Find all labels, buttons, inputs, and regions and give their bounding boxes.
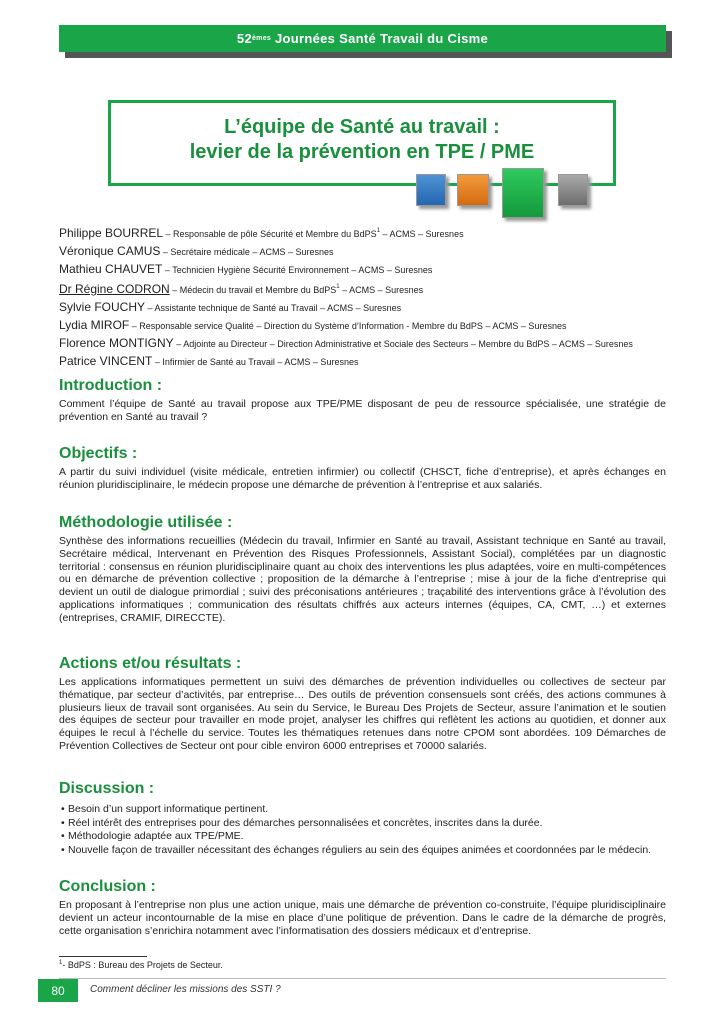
header-banner [59,25,666,52]
author-role: – Technicien Hygiène Sécurité Environnement – ACMS – Suresnes [162,265,433,275]
author-line [59,299,679,317]
author-list [59,223,679,371]
footnote [59,960,223,970]
list-item: • Méthodologie adaptée aux TPE/PME. [59,830,666,844]
author-role: – Médecin du travail et Membre du BdPS [169,285,337,295]
section-heading: Conclusion : [59,878,156,895]
section-text: Les applications informatiques permettent un suivi des démarches de prévention individuelles ou collectives de secteur par thématique, par secteur d’activités, par entreprise… Des outils de prévention consensuels sont créés, des actions communes à plusieurs lieux de travail sont organisées. Au sein du Service, le Bureau Des Projets de Secteur, assure l’animation et le soutien des équipes de secteur pour travailler en mode projet, analyser les chiffres qui reflètent les actions au quotidien, et donner aux équipes le recul à l’échelle du service. Toutes les thématiques retenues dans notre CPOM sont abordées. 109 Démarches de Prévention Collectives de Secteur ont pour cible environ 6000 entreprises et 70000 salariés. [59,676,666,752]
author-line [59,279,679,299]
footnote-number: 1 [59,960,63,966]
list-item: • Besoin d’un support informatique pertinent. [59,803,666,817]
author-name: Mathieu CHAUVET [59,262,163,276]
author-affiliation: – ACMS – Suresnes [380,229,464,239]
author-role: – Responsable de pôle Sécurité et Membre du BdPS [163,229,377,239]
author-role: – Adjointe au Directeur – Direction Administrative et Sociale des Secteurs – Membre du BdPS – ACMS – Suresnes [173,339,633,349]
author-line [59,353,679,371]
footnote-divider [59,956,147,957]
section-heading: Introduction : [59,377,163,394]
author-name: Sylvie FOUCHY [59,300,146,314]
section-introduction [59,376,666,424]
page-number: 80 [38,979,78,1002]
section-heading: Discussion : [59,780,155,797]
section-heading: Méthodologie utilisée : [59,514,233,531]
green-square-icon [502,168,544,218]
banner-title: Journées Santé Travail du Cisme [275,31,489,46]
author-name: Véronique CAMUS [59,244,161,258]
orange-square-icon [457,174,489,206]
footnote-text: - BdPS : Bureau des Projets de Secteur. [62,960,223,970]
author-name: Dr Régine CODRON [59,282,170,296]
author-name: Lydia MIROF [59,318,130,332]
author-name: Philippe BOURREL [59,226,164,240]
section-heading: Actions et/ou résultats : [59,655,242,672]
section-discussion [59,779,666,857]
page-title-line-1: L’équipe de Santé au travail : [224,116,500,138]
section-conclusion [59,877,666,937]
section-actions [59,654,666,753]
section-heading: Objectifs : [59,445,138,462]
footer-divider [59,978,666,979]
author-name: Patrice VINCENT [59,354,153,368]
list-item: • Nouvelle façon de travailler nécessitant des échanges réguliers au sein des équipes animées et coordonnées par le médecin. [59,844,666,858]
author-name: Florence MONTIGNY [59,336,174,350]
author-line [59,261,679,279]
section-methodologie [59,513,666,625]
gray-square-icon [558,174,588,206]
footnote-ref: 1 [336,284,340,290]
author-line [59,317,679,335]
author-affiliation: – ACMS – Suresnes [339,285,424,295]
section-text: A partir du suivi individuel (visite médicale, entretien infirmier) ou collectif (CHSCT, fiche d’entreprise), et après échanges en réunion pluridisciplinaire, le médecin propose une démarche de prévention à l’entreprise et aux salariés. [59,466,666,491]
list-item: • Réel intérêt des entreprises pour des démarches personnalisées et concrètes, inscrites dans la durée. [59,817,666,831]
section-text: Comment l’équipe de Santé au travail propose aux TPE/PME disposant de peu de ressource spécialisée, une stratégie de prévention en Santé au travail ? [59,398,666,423]
blue-square-icon [416,174,446,206]
author-line [59,335,679,353]
footnote-ref: 1 [376,228,381,234]
section-objectifs [59,444,666,492]
banner-number: 52 [236,31,252,46]
banner-superscript: èmes [251,35,272,42]
author-role: – Secrétaire médicale – ACMS – Suresnes [160,247,334,257]
author-role: – Responsable service Qualité – Direction du Système d’Information - Membre du BdPS – ACMS – Suresnes [129,321,567,331]
author-line [59,223,679,243]
section-text: Synthèse des informations recueillies (Médecin du travail, Infirmier en Santé au travail, Assistant technique en Santé au travail, Secrétaire médical, Intervenant en Prévention des Risques Professionnels, Assistant Social), complétées par un diagnostic territorial : consensus en réunion pluridisciplinaire quant au choix des interventions les plus adaptées, voire en multi-compétences ou en démarche de prévention collective ; proposition de la démarche à l’entreprise ; mise à jour de la fiche d’entreprise qui devient un outil de dialogue primordial ; suivi des préconisations antérieures ; traçabilité des interventions grâce à l’évolution des applications informatiques ; communication des résultats chiffrés aux acteurs internes (équipes, CA, CMT, …) et externes (entreprises, CRAMIF, DIRECCTE). [59,535,666,624]
section-text: En proposant à l’entreprise non plus une action unique, mais une démarche de prévention co-construite, l’équipe pluridisciplinaire devient un acteur incontournable de la mise en place d’une politique de prévention. Dans le cadre de la démarche de progrès, cette organisation s’enrichira notamment avec l’informatisation des dossiers médicaux et d’entreprise. [59,899,666,937]
discussion-list [59,803,666,857]
author-line [59,243,679,261]
page-title-line-2: levier de la prévention en TPE / PME [189,141,535,163]
footer-text: Comment décliner les missions des SSTI ? [90,984,281,995]
author-role: – Infirmier de Santé au Travail – ACMS – Suresnes [152,357,359,367]
author-role: – Assistante technique de Santé au Travail – ACMS – Suresnes [145,303,402,313]
